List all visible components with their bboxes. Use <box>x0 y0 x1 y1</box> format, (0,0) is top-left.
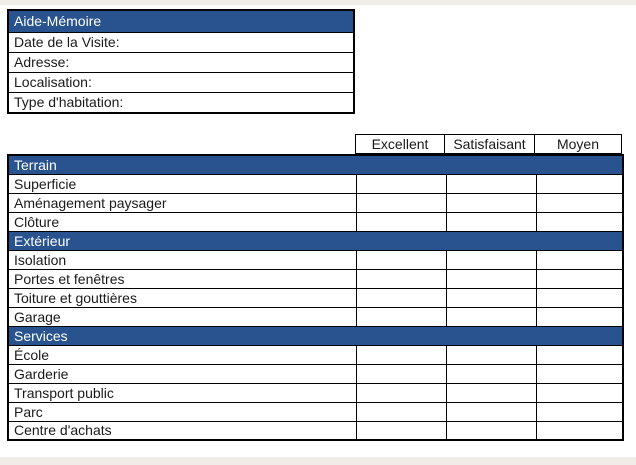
rating-cell-excellent[interactable] <box>356 212 446 231</box>
rating-cell-moyen[interactable] <box>536 383 623 402</box>
section-title: Services <box>8 326 623 345</box>
rating-column-headers <box>355 134 622 154</box>
checklist-row <box>8 212 623 231</box>
rating-cell-excellent[interactable] <box>356 364 446 383</box>
rating-cell-moyen[interactable] <box>536 174 623 193</box>
checklist-row <box>8 383 623 402</box>
item-label-cell: Transport public <box>8 383 356 402</box>
form-title: Aide-Mémoire <box>9 11 353 32</box>
rating-cell-excellent[interactable] <box>356 174 446 193</box>
rating-cell-satisfaisant[interactable] <box>446 307 536 326</box>
page-edge-bottom <box>0 457 636 465</box>
item-label-cell: Garderie <box>8 364 356 383</box>
item-label-cell: Toiture et gouttières <box>8 288 356 307</box>
rating-cell-moyen[interactable] <box>536 288 623 307</box>
item-label-cell: Aménagement paysager <box>8 193 356 212</box>
rating-cell-satisfaisant[interactable] <box>446 345 536 364</box>
checklist-row <box>8 421 623 440</box>
checklist-row <box>8 174 623 193</box>
rating-cell-excellent[interactable] <box>356 421 446 440</box>
rating-cell-satisfaisant[interactable] <box>446 288 536 307</box>
rating-cell-excellent[interactable] <box>356 250 446 269</box>
rating-cell-excellent[interactable] <box>356 307 446 326</box>
item-label-cell: Portes et fenêtres <box>8 269 356 288</box>
checklist-row <box>8 307 623 326</box>
checklist-row <box>8 402 623 421</box>
section-title: Terrain <box>8 155 623 174</box>
rating-cell-satisfaisant[interactable] <box>446 174 536 193</box>
item-label-cell: Centre d'achats <box>8 421 356 440</box>
checklist-row <box>8 269 623 288</box>
form-field-adresse[interactable]: Adresse: <box>9 52 353 72</box>
rating-cell-moyen[interactable] <box>536 307 623 326</box>
rating-cell-excellent[interactable] <box>356 269 446 288</box>
rating-cell-moyen[interactable] <box>536 402 623 421</box>
rating-cell-satisfaisant[interactable] <box>446 212 536 231</box>
rating-cell-moyen[interactable] <box>536 193 623 212</box>
checklist-row <box>8 250 623 269</box>
rating-column-header-satisfaisant: Satisfaisant <box>444 134 535 154</box>
section-title: Extérieur <box>8 231 623 250</box>
item-label-cell: École <box>8 345 356 364</box>
rating-cell-moyen[interactable] <box>536 421 623 440</box>
item-label-cell: Garage <box>8 307 356 326</box>
rating-cell-satisfaisant[interactable] <box>446 402 536 421</box>
checklist-table-body <box>8 155 623 440</box>
rating-column-header-excellent: Excellent <box>355 134 445 154</box>
checklist-row <box>8 364 623 383</box>
rating-cell-satisfaisant[interactable] <box>446 193 536 212</box>
rating-cell-satisfaisant[interactable] <box>446 364 536 383</box>
rating-cell-moyen[interactable] <box>536 269 623 288</box>
rating-cell-moyen[interactable] <box>536 364 623 383</box>
rating-cell-excellent[interactable] <box>356 402 446 421</box>
checklist-table <box>7 154 624 441</box>
checklist-row <box>8 193 623 212</box>
section-header-row <box>8 326 623 345</box>
form-field-type-habitation[interactable]: Type d'habitation: <box>9 92 353 112</box>
rating-cell-moyen[interactable] <box>536 345 623 364</box>
checklist-row <box>8 288 623 307</box>
form-field-date-visite[interactable]: Date de la Visite: <box>9 32 353 52</box>
rating-cell-excellent[interactable] <box>356 288 446 307</box>
aide-memoire-form <box>7 9 355 114</box>
rating-column-header-moyen: Moyen <box>534 134 622 154</box>
item-label-cell: Clôture <box>8 212 356 231</box>
rating-cell-satisfaisant[interactable] <box>446 383 536 402</box>
rating-cell-satisfaisant[interactable] <box>446 250 536 269</box>
item-label-cell: Isolation <box>8 250 356 269</box>
rating-cell-excellent[interactable] <box>356 345 446 364</box>
section-header-row <box>8 155 623 174</box>
rating-cell-excellent[interactable] <box>356 383 446 402</box>
item-label-cell: Parc <box>8 402 356 421</box>
rating-cell-satisfaisant[interactable] <box>446 269 536 288</box>
section-header-row <box>8 231 623 250</box>
form-field-localisation[interactable]: Localisation: <box>9 72 353 92</box>
rating-cell-moyen[interactable] <box>536 250 623 269</box>
checklist-row <box>8 345 623 364</box>
page-edge-top <box>0 0 636 5</box>
rating-cell-excellent[interactable] <box>356 193 446 212</box>
rating-cell-moyen[interactable] <box>536 212 623 231</box>
item-label-cell: Superficie <box>8 174 356 193</box>
rating-cell-satisfaisant[interactable] <box>446 421 536 440</box>
